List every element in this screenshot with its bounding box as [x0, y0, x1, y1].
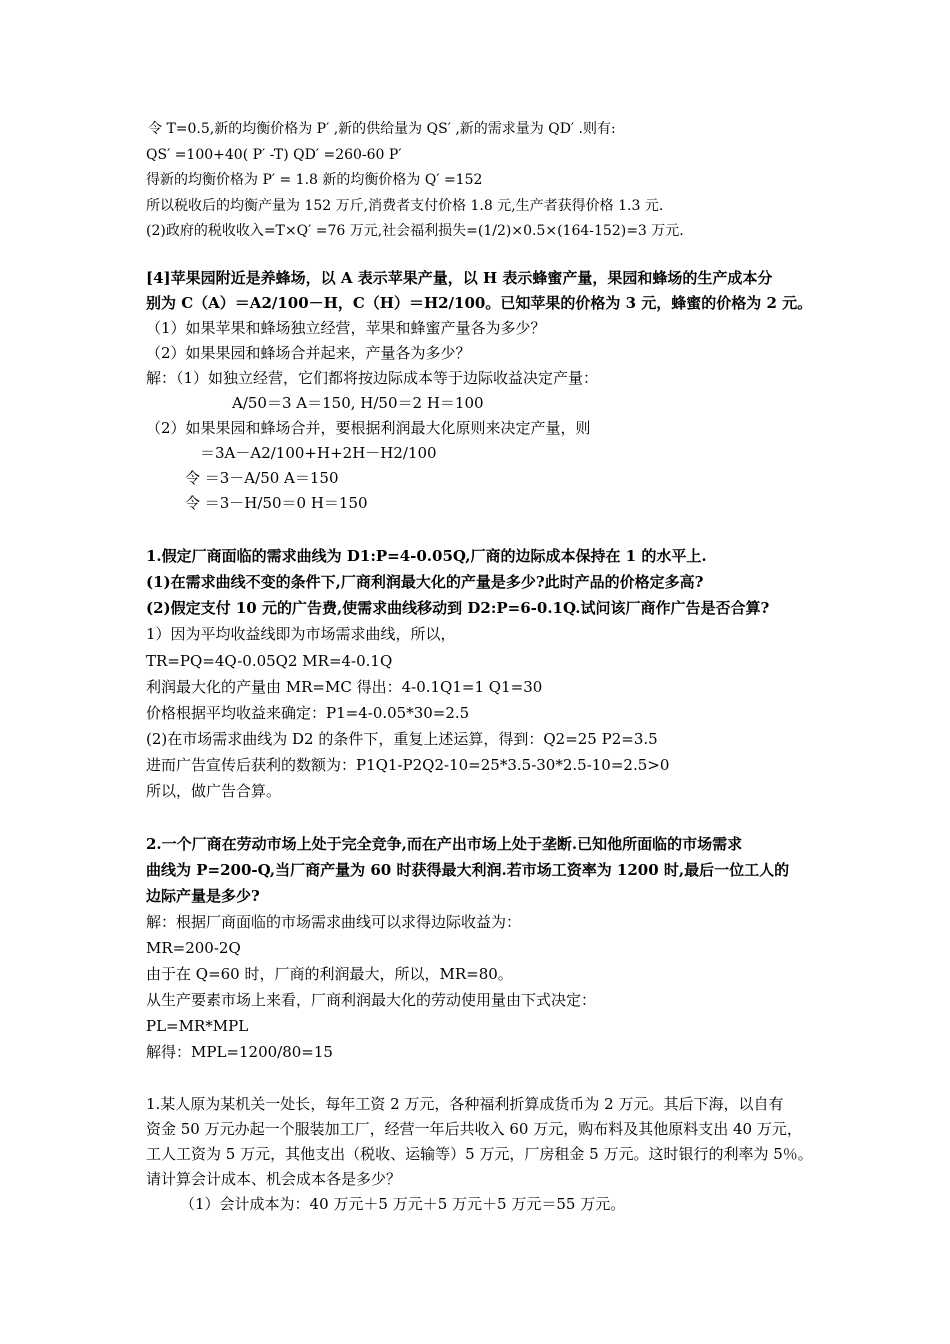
text-line: 所以税收后的均衡产量为 152 万斤,消费者支付价格 1.8 元,生产者获得价格 1.3 元.: [146, 198, 664, 214]
question-line: （2）如果果园和蜂场合并起来，产量各为多少？: [146, 344, 471, 362]
solution-line: PL=MR*MPL: [146, 1017, 249, 1035]
problem-statement-line: 边际产量是多少?: [146, 887, 260, 905]
solution-line: 利润最大化的产量由 MR=MC 得出：4-0.1Q1=1 Q1=30: [146, 678, 543, 696]
solution-line: MR=200-2Q: [146, 939, 241, 957]
problem-statement-line: 曲线为 P=200-Q,当厂商产量为 60 时获得最大利润.若市场工资率为 1200 时,最后一位工人的: [146, 861, 790, 879]
problem-statement-line: (2)假定支付 10 元的广告费,使需求曲线移动到 D2:P=6-0.1Q.试问该厂商作广告是否合算?: [146, 599, 770, 617]
text-line: (2)政府的税收收入=T×Q′ =76 万元,社会福利损失=(1/2)×0.5×(164-152)=3 万元.: [146, 223, 684, 239]
solution-line: ＝3A－A2/100+H+2H－H2/100: [200, 444, 437, 462]
solution-line: 1）因为平均收益线即为市场需求曲线，所以，: [146, 625, 456, 643]
problem-statement-line: 工人工资为 5 万元，其他支出（税收、运输等）5 万元，厂房租金 5 万元。这时银行的利率为 5％。: [146, 1145, 813, 1163]
solution-line: 解：根据厂商面临的市场需求曲线可以求得边际收益为：: [146, 913, 522, 931]
solution-line: 所以，做广告合算。: [146, 782, 282, 800]
problem-statement-line: 别为 C（A）＝A2/100－H，C（H）＝H2/100。已知苹果的价格为 3 元，蜂蜜的价格为 2 元。: [146, 294, 813, 312]
question-line: （1）如果苹果和蜂场独立经营，苹果和蜂蜜产量各为多少？: [146, 319, 546, 337]
problem-statement-line: (1)在需求曲线不变的条件下,厂商利润最大化的产量是多少?此时产品的价格定多高?: [146, 573, 704, 591]
solution-line: 令 ＝3－A/50 A＝150: [185, 469, 339, 487]
solution-line: 令 ＝3－H/50＝0 H＝150: [185, 494, 368, 512]
solution-line: A/50＝3 A＝150, H/50＝2 H＝100: [232, 394, 484, 412]
solution-line: (2)在市场需求曲线为 D2 的条件下，重复上述运算，得到：Q2=25 P2=3.5: [146, 730, 658, 748]
problem-statement-line: 1.假定厂商面临的需求曲线为 D1:P=4-0.05Q,厂商的边际成本保持在 1 的水平上.: [146, 547, 707, 565]
problem-statement-line: 2.一个厂商在劳动市场上处于完全竞争,而在产出市场上处于垄断.已知他所面临的市场需求: [146, 835, 743, 853]
text-line: 得新的均衡价格为 P′ = 1.8 新的均衡价格为 Q′ =152: [146, 172, 483, 188]
solution-line: 由于在 Q=60 时，厂商的利润最大，所以，MR=80。: [146, 965, 513, 983]
text-line: 令 T=0.5,新的均衡价格为 P′ ,新的供给量为 QS′ ,新的需求量为 QD′ .则有:: [148, 121, 616, 137]
solution-line: 解得：MPL=1200/80=15: [146, 1043, 333, 1061]
solution-line: TR=PQ=4Q-0.05Q2 MR=4-0.1Q: [146, 652, 393, 670]
solution-line: （1）会计成本为：40 万元＋5 万元＋5 万元＋5 万元＝55 万元。: [180, 1195, 626, 1213]
solution-line: 从生产要素市场上来看，厂商利润最大化的劳动使用量由下式决定：: [146, 991, 597, 1009]
text-line: QS′ =100+40( P′ -T) QD′ =260-60 P′: [146, 147, 402, 163]
problem-statement-line: [4]苹果园附近是养蜂场，以 A 表示苹果产量，以 H 表示蜂蜜产量，果园和蜂场的生产成本分: [146, 269, 773, 287]
problem-statement-line: 资金 50 万元办起一个服装加工厂，经营一年后共收入 60 万元，购布料及其他原料支出 40 万元，: [146, 1120, 802, 1138]
problem-statement-line: 1.某人原为某机关一处长，每年工资 2 万元，各种福利折算成货币为 2 万元。其后下海，以自有: [146, 1095, 784, 1113]
solution-line: 解：（1）如独立经营，它们都将按边际成本等于边际收益决定产量：: [146, 369, 599, 387]
solution-line: （2）如果果园和蜂场合并，要根据利润最大化原则来决定产量，则: [146, 419, 591, 437]
problem-statement-line: 请计算会计成本、机会成本各是多少？: [146, 1170, 402, 1188]
solution-line: 进而广告宣传后获利的数额为：P1Q1-P2Q2-10=25*3.5-30*2.5-10=2.5>0: [146, 756, 670, 774]
solution-line: 价格根据平均收益来确定：P1=4-0.05*30=2.5: [146, 704, 470, 722]
